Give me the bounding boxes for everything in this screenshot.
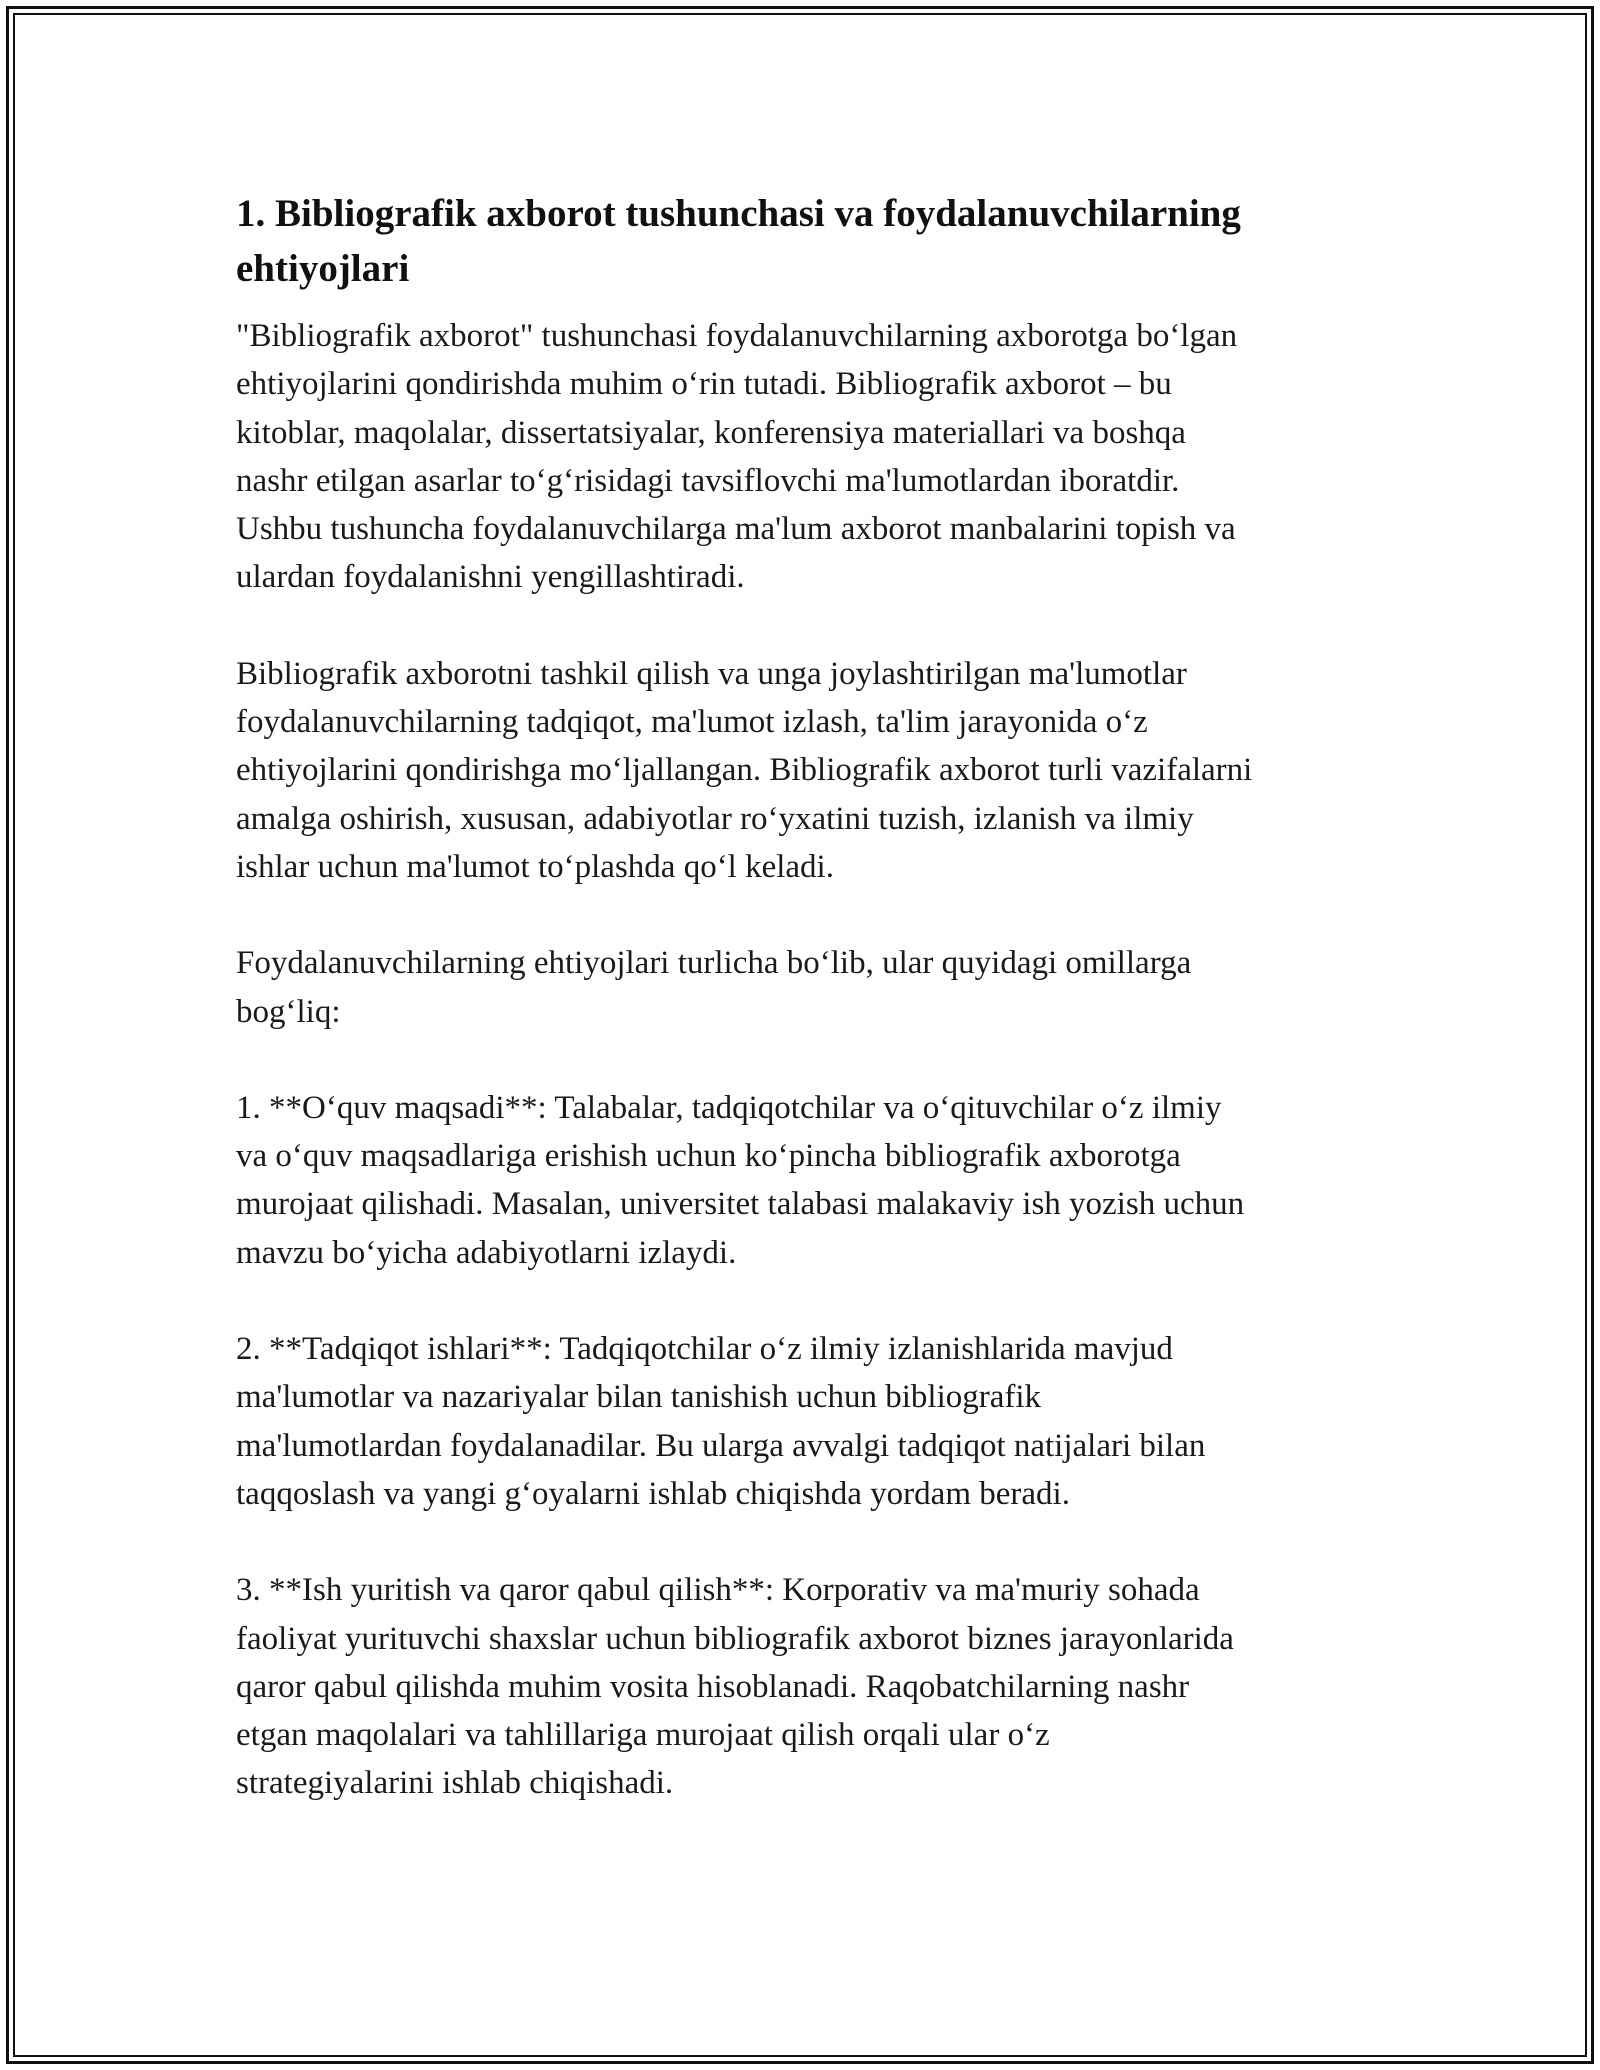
paragraph-definition: "Bibliografik axborot" tushunchasi foydalanuvchilarning axborotga bo‘lgan ehtiyojlarini qondirishda muhim o‘rin tutadi. Bibliografik axborot – bu kitoblar, maqolalar, dissertatsiyalar, konferensiya materiallari va boshqa nashr etilgan asarlar to‘g‘risidagi tavsiflovchi ma'lumotlardan iboratdir. Ushbu tushuncha foydalanuvchilarga ma'lum axborot manbalarini topish va ulardan foydalanishni yengillashtiradi.	[236, 318, 1238, 596]
paragraph-organization: Bibliografik axborotni tashkil qilish va unga joylashtirilgan ma'lumotlar foydalanuvchilarning tadqiqot, ma'lumot izlash, ta'lim jarayonida o‘z ehtiyojlarini qondirishga mo‘ljallangan. Bibliografik axborot turli vazifalarni amalga oshirish, xususan, adabiyotlar ro‘yxatini tuzish, izlanish va ilmiy ishlar uchun ma'lumot to‘plashda qo‘l keladi.	[236, 655, 1253, 885]
list-item-business-decisions: 3. **Ish yuritish va qaror qabul qilish**: Korporativ va ma'muriy sohada faoliyat yurituvchi shaxslar uchun bibliografik axborot biznes jarayonlarida qaror qabul qilishda muhim vosita hisoblanadi. Raqobatchilarning nashr etgan maqolalari va tahlillariga murojaat qilish orqali ular o‘z strategiyalarini ishlab chiqishadi.	[236, 1572, 1234, 1802]
list-item-research-work: 2. **Tadqiqot ishlari**: Tadqiqotchilar o‘z ilmiy izlanishlarida mavjud ma'lumotlar va nazariyalar bilan tanishish uchun bibliografik ma'lumotlardan foydalanadilar. Bu ularga avvalgi tadqiqot natijalari bilan taqqoslash va yangi g‘oyalarni ishlab chiqishda yordam beradi.	[236, 1331, 1206, 1512]
document-body	[236, 186, 1376, 1856]
section-heading: 1. Bibliografik axborot tushunchasi va foydalanuvchilarning ehtiyojlari	[236, 192, 1241, 290]
paragraph-needs-intro: Foydalanuvchilarning ehtiyojlari turlicha bo‘lib, ular quyidagi omillarga bog‘liq:	[236, 945, 1192, 1030]
list-item-study-purpose: 1. **O‘quv maqsadi**: Talabalar, tadqiqotchilar va o‘qituvchilar o‘z ilmiy va o‘quv maqsadlariga erishish uchun ko‘pincha bibliografik axborotga murojaat qilishadi. Masalan, universitet talabasi malakaviy ish yozish uchun mavzu bo‘yicha adabiyotlarni izlaydi.	[236, 1089, 1245, 1271]
